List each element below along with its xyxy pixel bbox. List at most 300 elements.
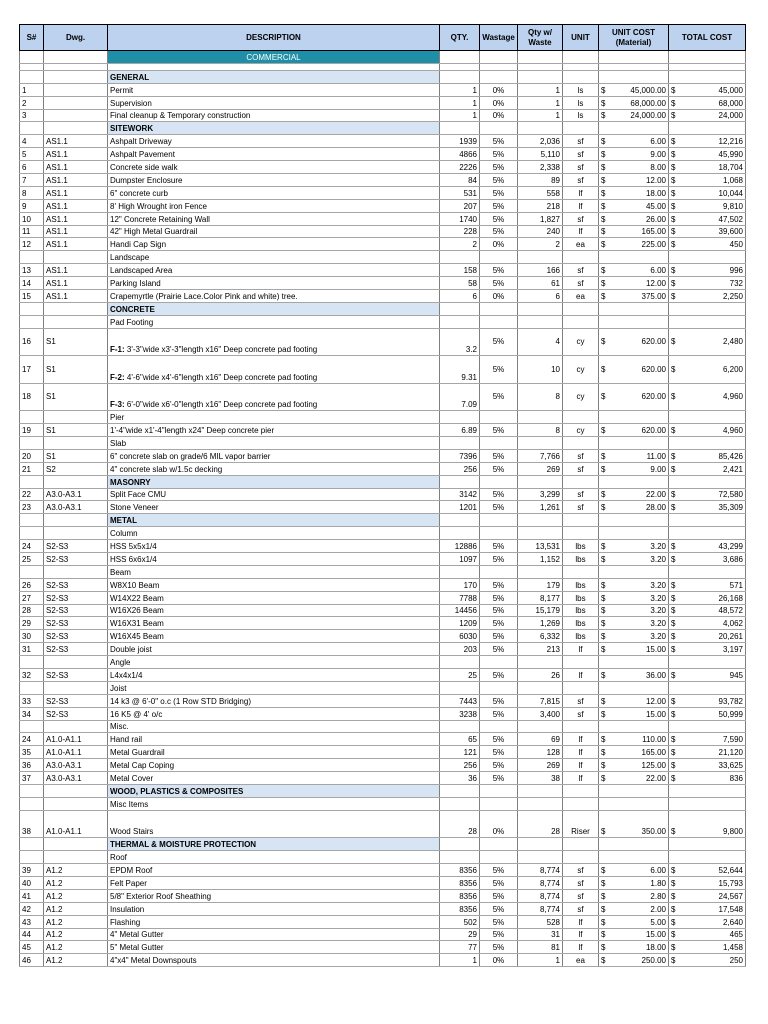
wastage-cell: 5%: [480, 915, 518, 928]
table-row: [20, 746, 746, 759]
amount-value: 225.00: [641, 240, 666, 250]
amount-value: 3.20: [650, 554, 666, 564]
dwg-cell: S2-S3: [44, 553, 108, 566]
sn-cell: 42: [20, 902, 44, 915]
total-cost-cell: [669, 436, 746, 449]
amount-value: 20,261: [718, 632, 743, 642]
dwg-cell: AS1.1: [44, 225, 108, 238]
amount-value: 2.00: [650, 904, 666, 914]
amount-value: 33,625: [718, 761, 743, 771]
currency-symbol: $: [671, 891, 676, 901]
amount-value: 17,548: [718, 904, 743, 914]
description-cell: 42" High Metal Guardrail: [108, 225, 440, 238]
dwg-cell: [44, 96, 108, 109]
wastage-cell: 5%: [480, 462, 518, 475]
table-row: [20, 290, 746, 303]
amount-value: 6,200: [722, 364, 743, 374]
qty-cell: 7443: [440, 694, 480, 707]
section-header-row: [20, 70, 746, 83]
subsection-title: Roof: [108, 851, 440, 864]
total-cost-cell: [669, 540, 746, 553]
currency-symbol: $: [671, 98, 676, 108]
table-row: [20, 694, 746, 707]
qty-waste-cell: 218: [518, 199, 563, 212]
dwg-cell: [44, 785, 108, 798]
dwg-cell: [44, 514, 108, 527]
total-cost-cell: [669, 720, 746, 733]
section-header-row: [20, 475, 746, 488]
footing-tag: F-2:: [110, 372, 125, 382]
unit-cell: lbs: [563, 617, 599, 630]
total-cost-cell: [669, 915, 746, 928]
unit-cost-cell: [599, 928, 669, 941]
qty-waste-cell: 31: [518, 928, 563, 941]
dwg-cell: [44, 851, 108, 864]
section-header-row: [20, 785, 746, 798]
wastage-cell: 5%: [480, 174, 518, 187]
currency-symbol: $: [671, 266, 676, 276]
dwg-cell: [44, 63, 108, 70]
currency-symbol: $: [671, 111, 676, 121]
dwg-cell: [44, 302, 108, 315]
dwg-cell: S2-S3: [44, 707, 108, 720]
dwg-cell: [44, 565, 108, 578]
currency-symbol: $: [671, 291, 676, 301]
description-cell: Ashpalt Pavement: [108, 148, 440, 161]
qty-cell: [440, 475, 480, 488]
currency-symbol: $: [601, 451, 606, 461]
qty-waste-cell: 5,110: [518, 148, 563, 161]
total-cost-cell: [669, 501, 746, 514]
dwg-cell: A3.0-A3.1: [44, 488, 108, 501]
sn-cell: [20, 63, 44, 70]
table-row: [20, 277, 746, 290]
currency-symbol: $: [671, 337, 676, 347]
unit-cost-cell: [599, 540, 669, 553]
amount-value: 45,000.00: [630, 85, 666, 95]
currency-symbol: $: [671, 163, 676, 173]
currency-symbol: $: [671, 490, 676, 500]
table-row: [20, 148, 746, 161]
qty-waste-cell: [518, 302, 563, 315]
total-cost-cell: [669, 277, 746, 290]
amount-value: 3.20: [650, 580, 666, 590]
amount-value: 45,990: [718, 150, 743, 160]
unit-cell: lf: [563, 225, 599, 238]
table-row: [20, 553, 746, 566]
wastage-cell: [480, 436, 518, 449]
amount-value: 45,000: [718, 85, 743, 95]
unit-cost-cell: [599, 501, 669, 514]
total-cost-cell: [669, 148, 746, 161]
dwg-cell: S2: [44, 462, 108, 475]
sn-cell: 3: [20, 109, 44, 122]
table-row: [20, 759, 746, 772]
unit-cell: lf: [563, 199, 599, 212]
wastage-cell: 5%: [480, 225, 518, 238]
sn-cell: 7: [20, 174, 44, 187]
subsection-title: Misc.: [108, 720, 440, 733]
dwg-cell: [44, 70, 108, 83]
amount-value: 39,600: [718, 227, 743, 237]
qty-waste-cell: [518, 436, 563, 449]
total-cost-cell: [669, 785, 746, 798]
subsection-row: [20, 436, 746, 449]
dwg-cell: [44, 797, 108, 810]
unit-cell: [563, 63, 599, 70]
amount-value: 28.00: [645, 503, 666, 513]
total-cost-cell: [669, 449, 746, 462]
dwg-cell: [44, 315, 108, 328]
amount-value: 620.00: [641, 337, 666, 347]
amount-value: 2.80: [650, 891, 666, 901]
unit-cost-cell: [599, 578, 669, 591]
unit-cost-cell: [599, 746, 669, 759]
table-row: [20, 864, 746, 877]
table-row: [20, 328, 746, 356]
table-row: [20, 941, 746, 954]
qty-waste-cell: 8,177: [518, 591, 563, 604]
sn-cell: 21: [20, 462, 44, 475]
currency-symbol: $: [671, 188, 676, 198]
unit-cell: ea: [563, 290, 599, 303]
qty-cell: [440, 411, 480, 424]
dwg-cell: S1: [44, 449, 108, 462]
qty-waste-cell: 1: [518, 83, 563, 96]
qty-waste-cell: 8,774: [518, 889, 563, 902]
table-row: [20, 135, 746, 148]
qty-cell: 1939: [440, 135, 480, 148]
sn-cell: [20, 565, 44, 578]
amount-value: 620.00: [641, 364, 666, 374]
table-row: [20, 186, 746, 199]
sn-cell: [20, 315, 44, 328]
qty-waste-cell: 26: [518, 669, 563, 682]
dwg-cell: S2-S3: [44, 643, 108, 656]
currency-symbol: $: [671, 930, 676, 940]
unit-cost-cell: [599, 96, 669, 109]
qty-waste-cell: 1: [518, 109, 563, 122]
qty-waste-cell: 8,774: [518, 902, 563, 915]
unit-cost-cell: [599, 251, 669, 264]
cost-estimate-table: [19, 24, 746, 967]
table-row: [20, 578, 746, 591]
currency-symbol: $: [671, 137, 676, 147]
currency-symbol: $: [601, 670, 606, 680]
sn-cell: 13: [20, 264, 44, 277]
unit-cost-cell: [599, 527, 669, 540]
qty-waste-cell: 1: [518, 954, 563, 967]
total-cost-cell: [669, 889, 746, 902]
subsection-row: [20, 851, 746, 864]
wastage-cell: [480, 122, 518, 135]
wastage-cell: 5%: [480, 553, 518, 566]
qty-cell: 1: [440, 954, 480, 967]
currency-symbol: $: [601, 930, 606, 940]
wastage-cell: 5%: [480, 383, 518, 411]
amount-value: 12.00: [645, 696, 666, 706]
sn-cell: 1: [20, 83, 44, 96]
section-title: GENERAL: [108, 70, 440, 83]
section-header-row: [20, 838, 746, 851]
table-row: [20, 630, 746, 643]
qty-waste-cell: [518, 51, 563, 64]
unit-cell: lbs: [563, 578, 599, 591]
dwg-cell: AS1.1: [44, 290, 108, 303]
table-row: [20, 889, 746, 902]
wastage-cell: 5%: [480, 212, 518, 225]
sn-cell: [20, 838, 44, 851]
header-qty-waste: Qty w/ Waste: [518, 25, 563, 51]
amount-value: 250.00: [641, 956, 666, 966]
total-cost-cell: [669, 70, 746, 83]
qty-cell: 7.09: [440, 383, 480, 411]
qty-cell: 4866: [440, 148, 480, 161]
total-cost-cell: [669, 96, 746, 109]
amount-value: 620.00: [641, 425, 666, 435]
table-row: [20, 954, 746, 967]
table-row: [20, 96, 746, 109]
unit-cost-cell: [599, 694, 669, 707]
table-row: [20, 238, 746, 251]
unit-cost-cell: [599, 290, 669, 303]
qty-cell: 6030: [440, 630, 480, 643]
qty-cell: 77: [440, 941, 480, 954]
unit-cost-cell: [599, 553, 669, 566]
currency-symbol: $: [601, 490, 606, 500]
subsection-row: [20, 251, 746, 264]
unit-cost-cell: [599, 720, 669, 733]
total-cost-cell: [669, 109, 746, 122]
qty-cell: [440, 838, 480, 851]
currency-symbol: $: [671, 645, 676, 655]
qty-waste-cell: 1: [518, 96, 563, 109]
amount-value: 571: [729, 580, 743, 590]
sn-cell: 26: [20, 578, 44, 591]
wastage-cell: 5%: [480, 707, 518, 720]
amount-value: 24,000.00: [630, 111, 666, 121]
sn-cell: 2: [20, 96, 44, 109]
qty-cell: [440, 63, 480, 70]
qty-cell: 36: [440, 772, 480, 785]
amount-value: 24,567: [718, 891, 743, 901]
wastage-cell: 5%: [480, 643, 518, 656]
amount-value: 165.00: [641, 227, 666, 237]
dwg-cell: AS1.1: [44, 199, 108, 212]
qty-cell: 65: [440, 733, 480, 746]
description-cell: 8' High Wrought iron Fence: [108, 199, 440, 212]
sn-cell: 6: [20, 161, 44, 174]
currency-symbol: $: [601, 709, 606, 719]
qty-waste-cell: 2,338: [518, 161, 563, 174]
wastage-cell: [480, 475, 518, 488]
description-cell: Final cleanup & Temporary construction: [108, 109, 440, 122]
currency-symbol: $: [671, 943, 676, 953]
total-cost-cell: [669, 772, 746, 785]
total-cost-cell: [669, 174, 746, 187]
unit-cell: cy: [563, 424, 599, 437]
amount-value: 11.00: [646, 451, 666, 461]
unit-cost-cell: [599, 148, 669, 161]
table-row: [20, 225, 746, 238]
currency-symbol: $: [601, 279, 606, 289]
qty-cell: 1: [440, 96, 480, 109]
total-cost-cell: [669, 617, 746, 630]
qty-cell: 84: [440, 174, 480, 187]
sn-cell: 34: [20, 707, 44, 720]
dwg-cell: S1: [44, 424, 108, 437]
total-cost-cell: [669, 356, 746, 384]
currency-symbol: $: [671, 774, 676, 784]
description-cell: Stone Veneer: [108, 501, 440, 514]
unit-cost-cell: [599, 356, 669, 384]
subsection-row: [20, 565, 746, 578]
unit-cell: sf: [563, 212, 599, 225]
unit-cost-cell: [599, 838, 669, 851]
amount-value: 6.00: [650, 137, 666, 147]
currency-symbol: $: [601, 425, 606, 435]
qty-cell: [440, 514, 480, 527]
total-cost-cell: [669, 424, 746, 437]
description-cell: Crapemyrtle (Prairie Lace.Color Pink and white) tree.: [108, 290, 440, 303]
unit-cell: lbs: [563, 591, 599, 604]
currency-symbol: $: [601, 827, 606, 837]
qty-waste-cell: 15,179: [518, 604, 563, 617]
qty-waste-cell: 7,766: [518, 449, 563, 462]
sn-cell: 32: [20, 669, 44, 682]
unit-cost-cell: [599, 51, 669, 64]
unit-cost-cell: [599, 565, 669, 578]
sn-cell: 12: [20, 238, 44, 251]
dwg-cell: S2-S3: [44, 540, 108, 553]
unit-cell: [563, 302, 599, 315]
unit-cell: Riser: [563, 810, 599, 838]
dwg-cell: A3.0-A3.1: [44, 501, 108, 514]
currency-symbol: $: [601, 554, 606, 564]
table-row: [20, 876, 746, 889]
dwg-cell: A1.2: [44, 941, 108, 954]
sn-cell: [20, 302, 44, 315]
amount-value: 36.00: [645, 670, 666, 680]
wastage-cell: [480, 565, 518, 578]
wastage-cell: [480, 838, 518, 851]
amount-value: 125.00: [641, 761, 666, 771]
dwg-cell: A1.0-A1.1: [44, 746, 108, 759]
unit-cell: sf: [563, 264, 599, 277]
unit-cost-cell: [599, 902, 669, 915]
unit-cell: cy: [563, 383, 599, 411]
unit-cell: ea: [563, 238, 599, 251]
subsection-title: Beam: [108, 565, 440, 578]
currency-symbol: $: [671, 425, 676, 435]
section-header-row: [20, 302, 746, 315]
qty-waste-cell: 7,815: [518, 694, 563, 707]
wastage-cell: 0%: [480, 954, 518, 967]
qty-waste-cell: [518, 565, 563, 578]
qty-waste-cell: [518, 720, 563, 733]
sn-cell: 29: [20, 617, 44, 630]
description-cell: F-3: 6'-0"wide x6'-0"length x16" Deep concrete pad footing: [108, 383, 440, 411]
unit-cell: sf: [563, 889, 599, 902]
qty-cell: 8356: [440, 889, 480, 902]
currency-symbol: $: [601, 593, 606, 603]
qty-waste-cell: 3,400: [518, 707, 563, 720]
sn-cell: 9: [20, 199, 44, 212]
header-unit-cost: UNIT COST (Material): [599, 25, 669, 51]
amount-value: 85,426: [718, 451, 743, 461]
unit-cell: sf: [563, 864, 599, 877]
wastage-cell: 5%: [480, 540, 518, 553]
table-row: [20, 109, 746, 122]
description-cell: Metal Cover: [108, 772, 440, 785]
wastage-cell: 5%: [480, 902, 518, 915]
amount-value: 250: [729, 956, 743, 966]
qty-waste-cell: 213: [518, 643, 563, 656]
currency-symbol: $: [601, 266, 606, 276]
currency-symbol: $: [601, 943, 606, 953]
total-cost-cell: [669, 553, 746, 566]
total-cost-cell: [669, 290, 746, 303]
table-row: [20, 424, 746, 437]
amount-value: 110.00: [642, 735, 666, 745]
wastage-cell: 5%: [480, 630, 518, 643]
amount-value: 35,309: [718, 503, 743, 513]
dwg-cell: [44, 475, 108, 488]
qty-cell: 9.31: [440, 356, 480, 384]
header-wastage: Wastage: [480, 25, 518, 51]
section-title: MASONRY: [108, 475, 440, 488]
dwg-cell: [44, 411, 108, 424]
unit-cell: lf: [563, 669, 599, 682]
currency-symbol: $: [601, 645, 606, 655]
currency-symbol: $: [671, 214, 676, 224]
wastage-cell: 5%: [480, 148, 518, 161]
table-row: [20, 591, 746, 604]
dwg-cell: AS1.1: [44, 238, 108, 251]
description-cell: Ashpalt Driveway: [108, 135, 440, 148]
amount-value: 15,793: [718, 878, 743, 888]
unit-cell: [563, 851, 599, 864]
currency-symbol: $: [671, 761, 676, 771]
amount-value: 5.00: [650, 917, 666, 927]
unit-cell: [563, 681, 599, 694]
unit-cost-cell: [599, 810, 669, 838]
sn-cell: 15: [20, 290, 44, 303]
currency-symbol: $: [671, 464, 676, 474]
unit-cell: lbs: [563, 630, 599, 643]
currency-symbol: $: [671, 227, 676, 237]
description-cell: Parking Island: [108, 277, 440, 290]
sn-cell: [20, 720, 44, 733]
estimate-sheet: [19, 24, 745, 967]
header-row: [20, 25, 746, 51]
subsection-row: [20, 681, 746, 694]
unit-cost-cell: [599, 797, 669, 810]
sn-cell: 4: [20, 135, 44, 148]
section-header-row: [20, 514, 746, 527]
unit-cost-cell: [599, 733, 669, 746]
table-row: [20, 669, 746, 682]
amount-value: 68,000: [718, 98, 743, 108]
table-row: [20, 810, 746, 838]
unit-cost-cell: [599, 617, 669, 630]
header-sn: S#: [20, 25, 44, 51]
wastage-cell: 0%: [480, 83, 518, 96]
currency-symbol: $: [671, 85, 676, 95]
sn-cell: 16: [20, 328, 44, 356]
total-cost-cell: [669, 51, 746, 64]
amount-value: 48,572: [718, 606, 743, 616]
